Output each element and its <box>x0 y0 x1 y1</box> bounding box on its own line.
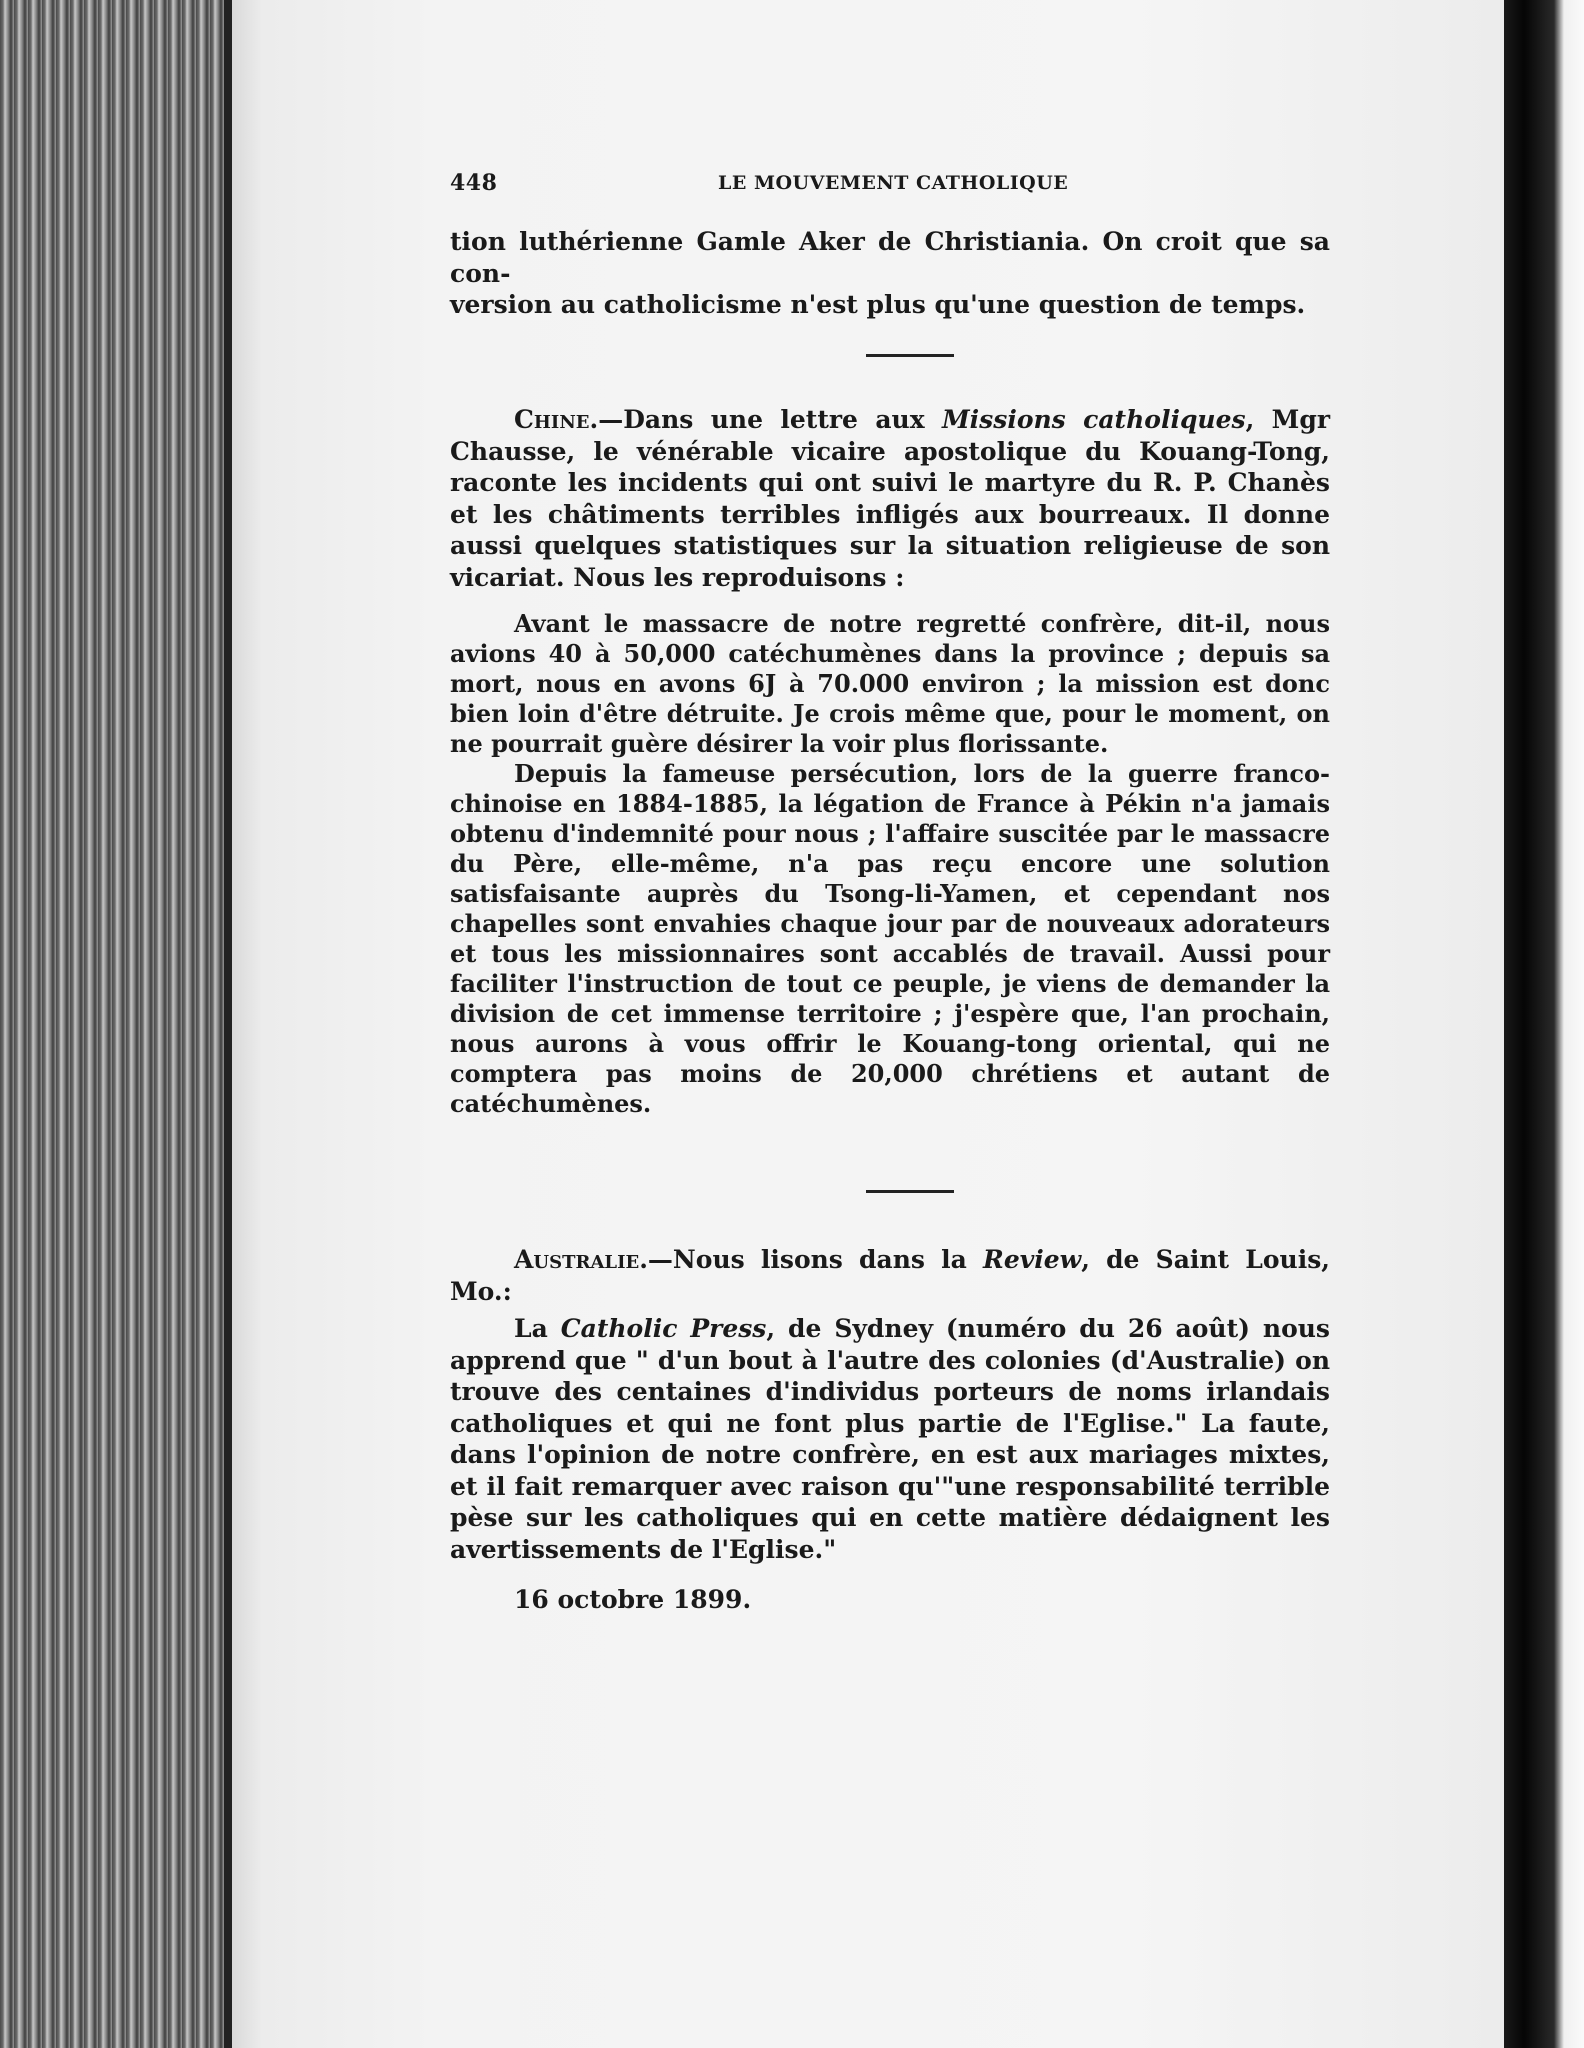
chine-intro: Chine.—Dans une lettre aux Missions catholiques, Mgr Chausse, le vénérable vicaire apostolique du Kouang-Tong, raconte les incidents qui ont suivi le martyre du R. P. Chanès et les châtiments terribles infligés aux bourreaux. Il donne aussi quelques statistiques sur la situation religieuse de son vicariat. Nous les reproduisons : <box>450 405 1331 592</box>
facing-page-edge <box>1504 0 1584 2048</box>
quote-paragraph-1: Avant le massacre de notre regretté confrère, dit-il, nous avions 40 à 50,000 catéchumènes dans la province ; depuis sa mort, nous en avons 6J à 70.000 environ ; la mission est donc bien loin d'être détruite. Je crois même que, pour le moment, on ne pourrait guère désirer la voir plus florissante. <box>450 609 1330 758</box>
australie-section <box>450 1244 1330 1565</box>
page-number: 448 <box>450 170 498 196</box>
continuation-line-1: tion luthérienne Gamle Aker de Christiania. On croit que sa con- <box>450 227 1330 288</box>
review-title: Review <box>983 1245 1082 1274</box>
australie-intro: Australie.—Nous lisons dans la Review, de Saint Louis, Mo.: <box>450 1245 1330 1306</box>
chine-quotation <box>450 609 1330 1119</box>
running-title: LE MOUVEMENT CATHOLIQUE <box>718 172 1069 194</box>
catholic-press-title: Catholic Press <box>560 1314 767 1343</box>
australie-label: Australie <box>514 1245 640 1274</box>
section-rule <box>866 354 954 357</box>
book-page-edges <box>0 0 232 2048</box>
continuation-paragraph <box>450 226 1330 321</box>
chine-section <box>450 404 1330 1119</box>
quote-paragraph-2: Depuis la fameuse persécution, lors de la guerre franco-chinoise en 1884-1885, la légation de France à Pékin n'a jamais obtenu d'indemnité pour nous ; l'affaire suscitée par le massacre du Père, elle-même, n'a pas reçu encore une solution satisfaisante auprès du Tsong-li-Yamen, et cependant nos chapelles sont envahies chaque jour par de nouveaux adorateurs et tous les missionnaires sont accablés de travail. Aussi pour faciliter l'instruction de tout ce peuple, je viens de demander la division de cet immense territoire ; j'espère que, l'an prochain, nous aurons à vous offrir le Kouang-tong oriental, qui ne comptera pas moins de 20,000 chrétiens et autant de catéchumènes. <box>450 759 1330 1118</box>
date-line: 16 octobre 1899. <box>514 1585 752 1614</box>
page-header <box>450 170 1104 204</box>
section-rule <box>866 1190 954 1193</box>
chine-label: Chine <box>514 405 590 434</box>
australie-paragraph: La Catholic Press, de Sydney (numéro du 26 août) nous apprend que " d'un bout à l'autre des colonies (d'Australie) on trouve des centaines d'individus porteurs de noms irlandais catholiques et qui ne font plus partie de l'Eglise." La faute, dans l'opinion de notre confrère, en est aux mariages mixtes, et il fait remarquer avec raison qu'"une responsabilité terrible pèse sur les catholiques qui en cette matière dédaignent les avertissements de l'Eglise." <box>450 1314 1331 1564</box>
missions-catholiques-title: Missions catholiques <box>942 405 1246 434</box>
continuation-line-2: version au catholicisme n'est plus qu'une question de temps. <box>450 290 1306 319</box>
